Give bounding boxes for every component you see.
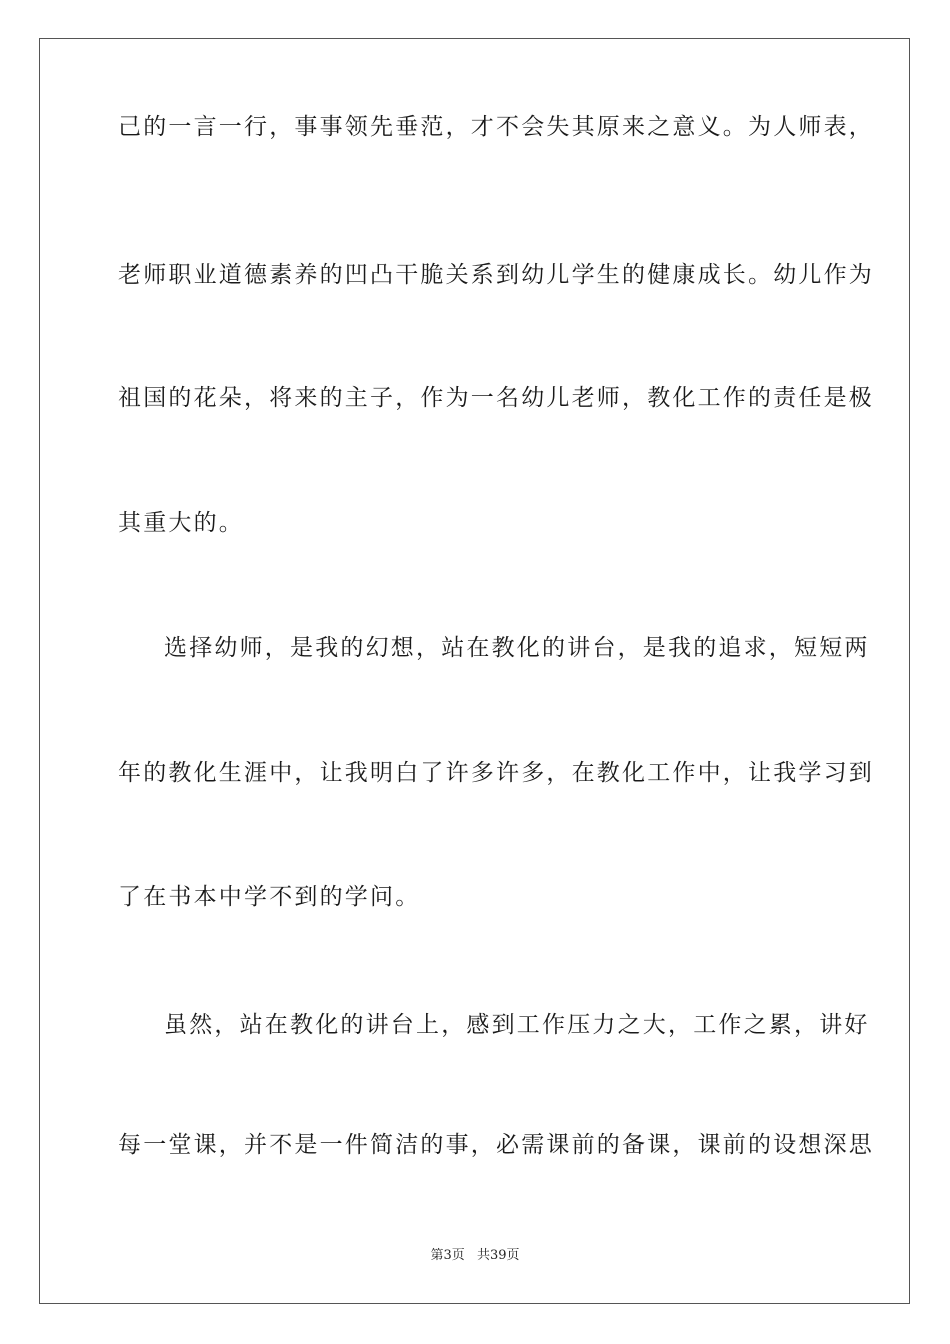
paragraph-line: 每一堂课，并不是一件简洁的事，必需课前的备课，课前的设想深思 <box>118 1132 874 1158</box>
paragraph-line: 虽然，站在教化的讲台上，感到工作压力之大，工作之累，讲好 <box>164 1012 870 1038</box>
page-footer <box>0 1247 950 1265</box>
paragraph-line: 己的一言一行，事事领先垂范，才不会失其原来之意义。为人师表， <box>118 114 874 140</box>
page-border <box>39 38 910 1304</box>
page-number: 第3页 <box>430 1248 465 1263</box>
paragraph-line: 其重大的。 <box>118 510 244 536</box>
paragraph-line: 选择幼师，是我的幻想，站在教化的讲台，是我的追求，短短两 <box>164 635 870 661</box>
paragraph-line: 年的教化生涯中，让我明白了许多许多，在教化工作中，让我学习到 <box>118 760 874 786</box>
paragraph-line: 了在书本中学不到的学问。 <box>118 884 421 910</box>
paragraph-line: 老师职业道德素养的凹凸干脆关系到幼儿学生的健康成长。幼儿作为 <box>118 262 874 288</box>
page-total: 共39页 <box>476 1248 520 1263</box>
paragraph-line: 祖国的花朵，将来的主子，作为一名幼儿老师，教化工作的责任是极 <box>118 385 874 411</box>
